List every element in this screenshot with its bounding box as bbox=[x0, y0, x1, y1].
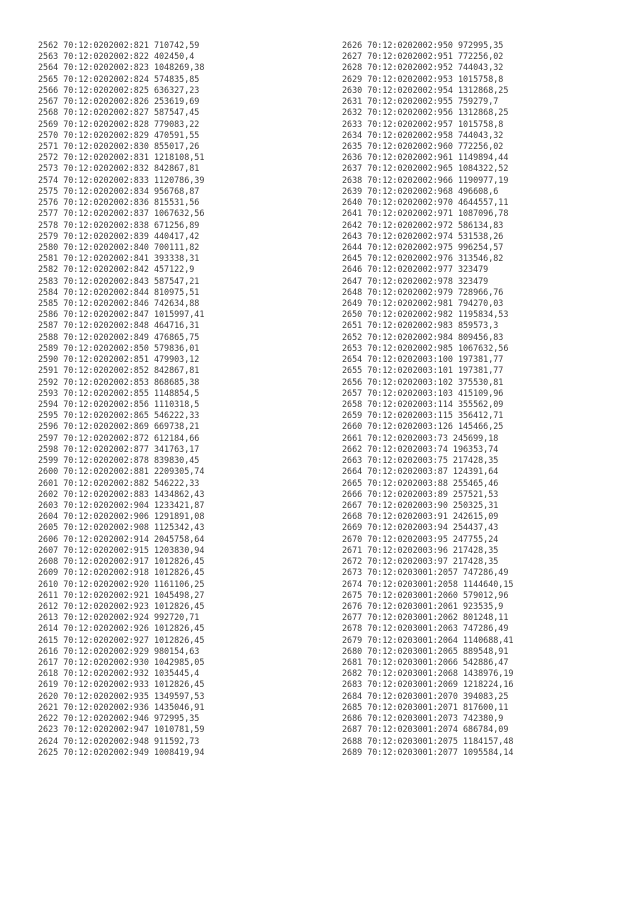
record-row: 2583 70:12:0202002:843 587547,21 bbox=[38, 275, 200, 286]
record-row: 2631 70:12:0202002:955 759279,7 bbox=[342, 96, 499, 107]
record-row: 2610 70:12:0202002:920 1161106,25 bbox=[38, 578, 205, 589]
record-row: 2634 70:12:0202002:958 744043,32 bbox=[342, 129, 504, 140]
record-row: 2594 70:12:0202002:856 1110318,5 bbox=[38, 399, 200, 409]
record-row: 2600 70:12:0202002:881 2209305,74 bbox=[38, 466, 205, 477]
record-row: 2664 70:12:0202003:87 124391,64 bbox=[342, 466, 499, 477]
record-row: 2673 70:12:0203001:2057 747286,49 bbox=[342, 567, 509, 578]
record-row: 2620 70:12:0202002:935 1349597,53 bbox=[38, 690, 205, 701]
record-row: 2676 70:12:0203001:2061 923535,9 bbox=[342, 600, 504, 611]
record-row: 2617 70:12:0202002:930 1042985,05 bbox=[38, 657, 205, 668]
record-row: 2619 70:12:0202002:933 1012826,45 bbox=[38, 679, 205, 690]
record-row: 2629 70:12:0202002:953 1015758,8 bbox=[342, 73, 504, 84]
record-row: 2688 70:12:0203001:2075 1184157,48 bbox=[342, 735, 514, 746]
record-row: 2611 70:12:0202002:921 1045498,27 bbox=[38, 589, 205, 600]
record-row: 2579 70:12:0202002:839 440417,42 bbox=[38, 230, 200, 241]
record-row: 2566 70:12:0202002:825 636327,23 bbox=[38, 84, 200, 95]
record-row: 2576 70:12:0202002:836 815531,56 bbox=[38, 197, 200, 208]
record-row: 2650 70:12:0202002:982 1195834,53 bbox=[342, 309, 509, 320]
record-row: 2584 70:12:0202002:844 810975,51 bbox=[38, 286, 200, 297]
record-row: 2568 70:12:0202002:827 587547,45 bbox=[38, 107, 200, 118]
record-row: 2647 70:12:0202002:978 323479 bbox=[342, 275, 489, 286]
record-row: 2649 70:12:0202002:981 794270,03 bbox=[342, 298, 504, 309]
record-row: 2562 70:12:0202002:821 710742,59 bbox=[38, 40, 200, 50]
record-row: 2658 70:12:0202003:114 355562,09 bbox=[342, 399, 504, 409]
record-row: 2606 70:12:0202002:914 2045758,64 bbox=[38, 533, 205, 544]
record-row: 2669 70:12:0202003:94 254437,43 bbox=[342, 522, 499, 533]
record-row: 2626 70:12:0202002:950 972995,35 bbox=[342, 40, 504, 50]
record-row: 2637 70:12:0202002:965 1084322,52 bbox=[342, 163, 509, 174]
record-row: 2642 70:12:0202002:972 586134,83 bbox=[342, 219, 504, 230]
record-row: 2671 70:12:0202003:96 217428,35 bbox=[342, 544, 499, 555]
record-row: 2633 70:12:0202002:957 1015758,8 bbox=[342, 118, 504, 129]
record-row: 2636 70:12:0202002:961 1149894,44 bbox=[342, 152, 509, 163]
record-row: 2570 70:12:0202002:829 470591,55 bbox=[38, 129, 200, 140]
record-row: 2597 70:12:0202002:872 612184,66 bbox=[38, 432, 200, 443]
record-row: 2615 70:12:0202002:927 1012826,45 bbox=[38, 634, 205, 645]
record-row: 2666 70:12:0202003:89 257521,53 bbox=[342, 488, 499, 499]
record-row: 2592 70:12:0202002:853 868685,38 bbox=[38, 376, 200, 387]
record-row: 2668 70:12:0202003:91 242615,09 bbox=[342, 511, 499, 522]
record-row: 2609 70:12:0202002:918 1012826,45 bbox=[38, 567, 205, 578]
record-row: 2585 70:12:0202002:846 742634,88 bbox=[38, 298, 200, 309]
record-row: 2565 70:12:0202002:824 574835,85 bbox=[38, 73, 200, 84]
record-row: 2667 70:12:0202003:90 250325,31 bbox=[342, 499, 499, 510]
record-row: 2624 70:12:0202002:948 911592,73 bbox=[38, 735, 200, 746]
record-row: 2603 70:12:0202002:904 1233421,87 bbox=[38, 499, 205, 510]
record-row: 2601 70:12:0202002:882 546222,33 bbox=[38, 477, 200, 488]
record-row: 2571 70:12:0202002:830 855017,26 bbox=[38, 140, 200, 151]
record-row: 2677 70:12:0203001:2062 801248,11 bbox=[342, 612, 509, 623]
record-row: 2645 70:12:0202002:976 313546,82 bbox=[342, 253, 504, 264]
record-row: 2670 70:12:0202003:95 247755,24 bbox=[342, 533, 499, 544]
left-column bbox=[38, 40, 204, 758]
record-row: 2641 70:12:0202002:971 1087096,78 bbox=[342, 208, 509, 219]
record-row: 2640 70:12:0202002:970 4644557,11 bbox=[342, 197, 509, 208]
record-row: 2593 70:12:0202002:855 1148854,5 bbox=[38, 387, 200, 398]
record-row: 2618 70:12:0202002:932 1035445,4 bbox=[38, 668, 200, 679]
record-row: 2652 70:12:0202002:984 809456,83 bbox=[342, 331, 504, 342]
record-row: 2590 70:12:0202002:851 479903,12 bbox=[38, 354, 200, 365]
record-row: 2604 70:12:0202002:906 1291891,08 bbox=[38, 511, 205, 522]
record-row: 2659 70:12:0202003:115 356412,71 bbox=[342, 410, 504, 421]
record-row: 2621 70:12:0202002:936 1435046,91 bbox=[38, 701, 205, 712]
record-row: 2644 70:12:0202002:975 996254,57 bbox=[342, 241, 504, 252]
record-row: 2653 70:12:0202002:985 1067632,56 bbox=[342, 342, 509, 353]
record-row: 2625 70:12:0202002:949 1008419,94 bbox=[38, 746, 205, 757]
record-row: 2663 70:12:0202003:75 217428,35 bbox=[342, 455, 499, 466]
record-row: 2674 70:12:0203001:2058 1144640,15 bbox=[342, 578, 514, 589]
record-row: 2683 70:12:0203001:2069 1218224,16 bbox=[342, 679, 514, 690]
record-row: 2638 70:12:0202002:966 1190977,19 bbox=[342, 174, 509, 185]
record-row: 2661 70:12:0202003:73 245699,18 bbox=[342, 432, 499, 443]
record-row: 2685 70:12:0203001:2071 817600,11 bbox=[342, 701, 509, 712]
record-row: 2587 70:12:0202002:848 464716,31 bbox=[38, 320, 200, 331]
record-row: 2681 70:12:0203001:2066 542886,47 bbox=[342, 657, 509, 668]
record-row: 2682 70:12:0203001:2068 1438976,19 bbox=[342, 668, 514, 679]
record-row: 2635 70:12:0202002:960 772256,02 bbox=[342, 140, 504, 151]
record-row: 2651 70:12:0202002:983 859573,3 bbox=[342, 320, 499, 331]
record-row: 2679 70:12:0203001:2064 1140688,41 bbox=[342, 634, 514, 645]
record-row: 2646 70:12:0202002:977 323479 bbox=[342, 264, 489, 275]
record-row: 2632 70:12:0202002:956 1312868,25 bbox=[342, 107, 509, 118]
record-row: 2577 70:12:0202002:837 1067632,56 bbox=[38, 208, 205, 219]
record-row: 2572 70:12:0202002:831 1218108,51 bbox=[38, 152, 205, 163]
record-row: 2656 70:12:0202003:102 375530,81 bbox=[342, 376, 504, 387]
record-row: 2581 70:12:0202002:841 393338,31 bbox=[38, 253, 200, 264]
record-row: 2578 70:12:0202002:838 671256,89 bbox=[38, 219, 200, 230]
record-row: 2657 70:12:0202003:103 415109,96 bbox=[342, 387, 504, 398]
record-row: 2608 70:12:0202002:917 1012826,45 bbox=[38, 556, 205, 567]
record-row: 2684 70:12:0203001:2070 394083,25 bbox=[342, 690, 509, 701]
record-row: 2627 70:12:0202002:951 772256,02 bbox=[342, 51, 504, 62]
record-row: 2654 70:12:0202003:100 197381,77 bbox=[342, 354, 504, 365]
record-row: 2613 70:12:0202002:924 992720,71 bbox=[38, 612, 200, 623]
record-row: 2643 70:12:0202002:974 531538,26 bbox=[342, 230, 504, 241]
record-row: 2574 70:12:0202002:833 1120786,39 bbox=[38, 174, 205, 185]
record-row: 2595 70:12:0202002:865 546222,33 bbox=[38, 410, 200, 421]
record-row: 2598 70:12:0202002:877 341763,17 bbox=[38, 443, 200, 454]
record-row: 2564 70:12:0202002:823 1048269,38 bbox=[38, 62, 205, 73]
record-row: 2665 70:12:0202003:88 255465,46 bbox=[342, 477, 499, 488]
record-row: 2622 70:12:0202002:946 972995,35 bbox=[38, 713, 200, 724]
record-row: 2599 70:12:0202002:878 839830,45 bbox=[38, 455, 200, 466]
record-row: 2662 70:12:0202003:74 196353,74 bbox=[342, 443, 499, 454]
record-row: 2687 70:12:0203001:2074 686784,09 bbox=[342, 724, 509, 735]
right-column bbox=[342, 40, 513, 758]
record-row: 2575 70:12:0202002:834 956768,87 bbox=[38, 185, 200, 196]
record-row: 2614 70:12:0202002:926 1012826,45 bbox=[38, 623, 205, 634]
record-row: 2580 70:12:0202002:840 700111,82 bbox=[38, 241, 200, 252]
record-row: 2660 70:12:0202003:126 145466,25 bbox=[342, 421, 504, 432]
record-row: 2686 70:12:0203001:2073 742380,9 bbox=[342, 713, 504, 724]
record-row: 2567 70:12:0202002:826 253619,69 bbox=[38, 96, 200, 107]
record-row: 2596 70:12:0202002:869 669738,21 bbox=[38, 421, 200, 432]
record-row: 2680 70:12:0203001:2065 889548,91 bbox=[342, 645, 509, 656]
record-row: 2672 70:12:0202003:97 217428,35 bbox=[342, 556, 499, 567]
record-row: 2607 70:12:0202002:915 1203830,94 bbox=[38, 544, 205, 555]
record-row: 2573 70:12:0202002:832 842867,81 bbox=[38, 163, 200, 174]
record-row: 2602 70:12:0202002:883 1434862,43 bbox=[38, 488, 205, 499]
record-row: 2630 70:12:0202002:954 1312868,25 bbox=[342, 84, 509, 95]
record-row: 2639 70:12:0202002:968 496608,6 bbox=[342, 185, 499, 196]
record-row: 2582 70:12:0202002:842 457122,9 bbox=[38, 264, 195, 275]
record-row: 2588 70:12:0202002:849 476865,75 bbox=[38, 331, 200, 342]
record-row: 2586 70:12:0202002:847 1015997,41 bbox=[38, 309, 205, 320]
record-row: 2569 70:12:0202002:828 779083,22 bbox=[38, 118, 200, 129]
record-row: 2655 70:12:0202003:101 197381,77 bbox=[342, 365, 504, 376]
record-row: 2648 70:12:0202002:979 728966,76 bbox=[342, 286, 504, 297]
record-row: 2623 70:12:0202002:947 1010781,59 bbox=[38, 724, 205, 735]
record-row: 2563 70:12:0202002:822 402450,4 bbox=[38, 51, 195, 62]
record-row: 2612 70:12:0202002:923 1012826,45 bbox=[38, 600, 205, 611]
record-row: 2689 70:12:0203001:2077 1095584,14 bbox=[342, 746, 514, 757]
record-row: 2678 70:12:0203001:2063 747286,49 bbox=[342, 623, 509, 634]
record-row: 2628 70:12:0202002:952 744043,32 bbox=[342, 62, 504, 73]
record-row: 2616 70:12:0202002:929 980154,63 bbox=[38, 645, 200, 656]
record-row: 2675 70:12:0203001:2060 579012,96 bbox=[342, 589, 509, 600]
record-row: 2591 70:12:0202002:852 842867,81 bbox=[38, 365, 200, 376]
record-row: 2605 70:12:0202002:908 1125342,43 bbox=[38, 522, 205, 533]
record-row: 2589 70:12:0202002:850 579836,01 bbox=[38, 342, 200, 353]
